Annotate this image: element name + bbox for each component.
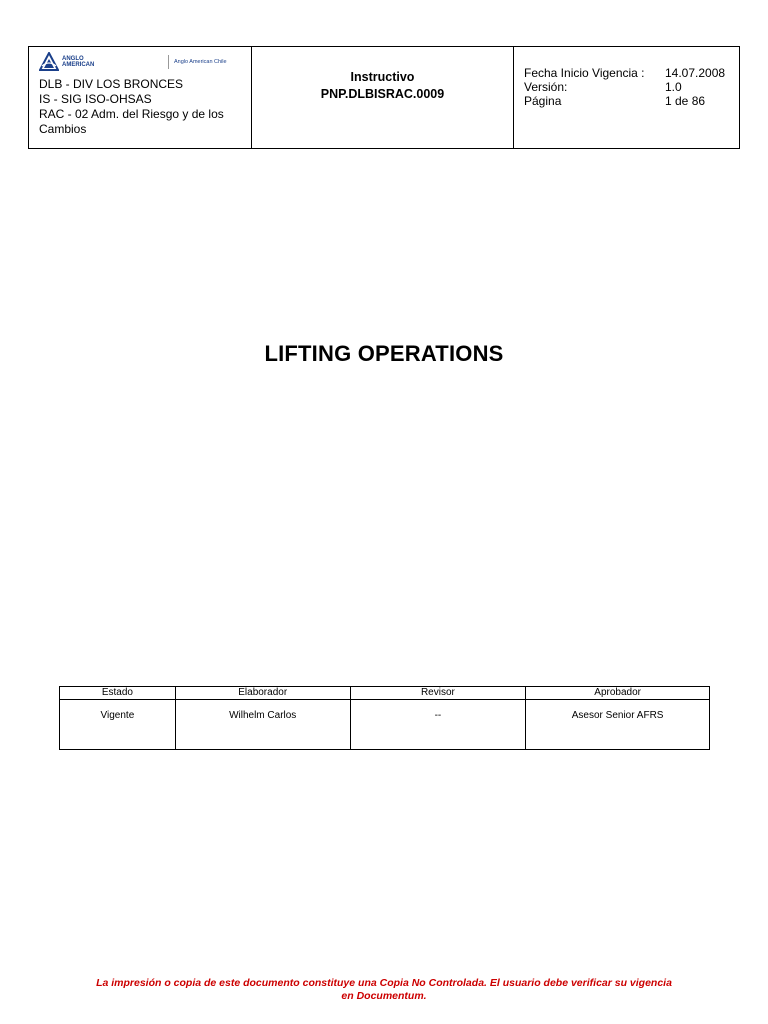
meta-label-pagina: Página [524,94,562,108]
org-line-1: DLB - DIV LOS BRONCES [39,77,184,91]
header-org-cell [29,47,251,148]
doc-type: Instructivo [350,70,415,84]
cell-revisor: -- [350,700,526,750]
meta-value-fecha: 14.07.2008 [665,66,726,80]
header-estado: Estado [60,687,176,700]
approval-header-row [60,687,710,700]
meta-row-version [524,80,739,94]
meta-row-pagina [524,94,739,108]
logo-wordmark [62,56,112,69]
logo-subtitle: Anglo American Chile [174,58,227,65]
org-line-2: IS - SIG ISO-OHSAS [39,92,152,106]
meta-row-fecha [524,66,739,80]
approval-table [59,686,710,750]
logo-word-1: ANGLO [62,55,84,62]
header-revisor: Revisor [350,687,526,700]
document-title: LIFTING OPERATIONS [264,341,504,366]
document-header [28,46,740,149]
header-doc-cell [251,47,513,148]
notice-line-1: La impresión o copia de este documento constituye una Copia No Controlada. El usuario debe verificar su vigencia [96,977,672,989]
meta-label-version: Versión: [524,80,568,94]
meta-value-version: 1.0 [665,80,682,94]
doc-code: PNP.DLBISRAC.0009 [320,87,445,101]
header-elaborador: Elaborador [175,687,350,700]
cell-estado: Vigente [60,700,176,750]
header-meta-cell [513,47,739,148]
org-lines [39,77,251,137]
meta-label-fecha: Fecha Inicio Vigencia : [524,66,645,80]
org-line-4: Cambios [39,122,87,136]
notice-line-2: en Documentum. [341,990,427,1002]
anglo-american-logo [39,49,251,75]
approval-data-row [60,700,710,750]
cell-aprobador: Asesor Senior AFRS [526,700,710,750]
logo-divider [168,55,169,69]
cell-elaborador: Wilhelm Carlos [175,700,350,750]
header-aprobador: Aprobador [526,687,710,700]
logo-word-2: AMERICAN [62,62,95,68]
uncontrolled-copy-notice [40,977,728,1003]
meta-value-pagina: 1 de 86 [665,94,706,108]
anglo-american-logo-icon [39,52,59,72]
org-line-3: RAC - 02 Adm. del Riesgo y de los [39,107,224,121]
